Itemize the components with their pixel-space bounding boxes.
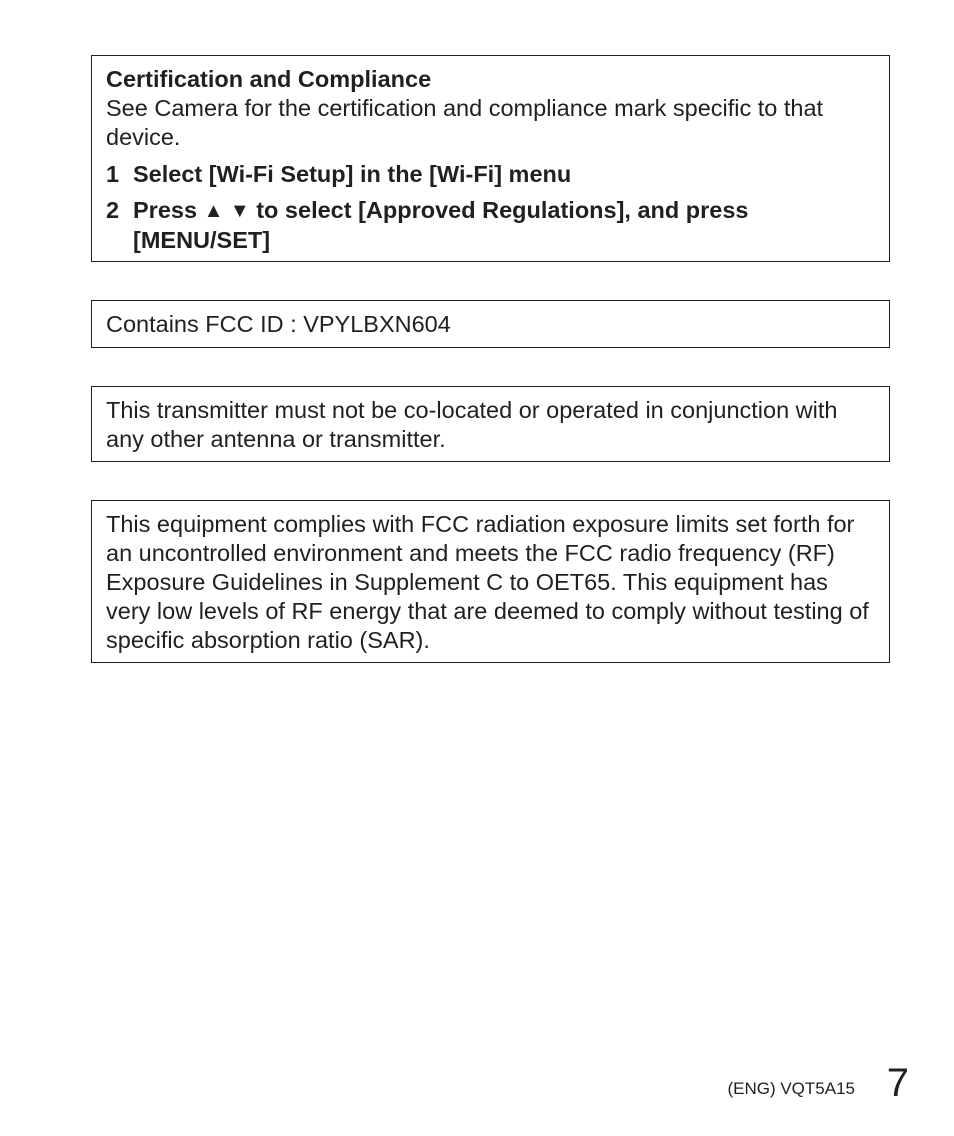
certification-heading: Certification and Compliance [106,66,432,92]
certification-body: See Camera for the certification and compliance mark specific to that device. [106,95,824,150]
certification-box [91,55,890,262]
colocation-notice-text: This transmitter must not be co-located or operated in conjunction with any other antenna or transmitter. [106,397,838,452]
step-text-post: to select [Approved Regulations], and press [MENU/SET] [133,197,749,253]
up-arrow-icon: ▲ [203,200,224,222]
step-number: 2 [106,197,120,223]
step-text-pre: Press [133,197,198,223]
document-code: (ENG) VQT5A15 [727,1079,855,1098]
step-1 [106,160,875,189]
fcc-id-text: Contains FCC ID : VPYLBXN604 [106,311,451,337]
step-number: 1 [106,161,120,187]
rf-exposure-notice-box [91,500,890,663]
step-text [133,196,875,255]
page-number: 7 [886,1061,909,1105]
step-2 [106,196,875,255]
rf-exposure-notice-text: This equipment complies with FCC radiation exposure limits set forth for an uncontrolled environment and meets the FCC radio frequency (RF) Exposure Guidelines in Supplement C to OET65. This equipment has very low levels of RF energy that are deemed to comply without testing of specific absorption ratio (SAR). [106,511,869,653]
fcc-id-box [91,300,890,348]
down-arrow-icon: ▼ [229,200,250,222]
colocation-notice-box [91,386,890,462]
step-text: Select [Wi-Fi Setup] in the [Wi-Fi] menu [133,161,572,187]
